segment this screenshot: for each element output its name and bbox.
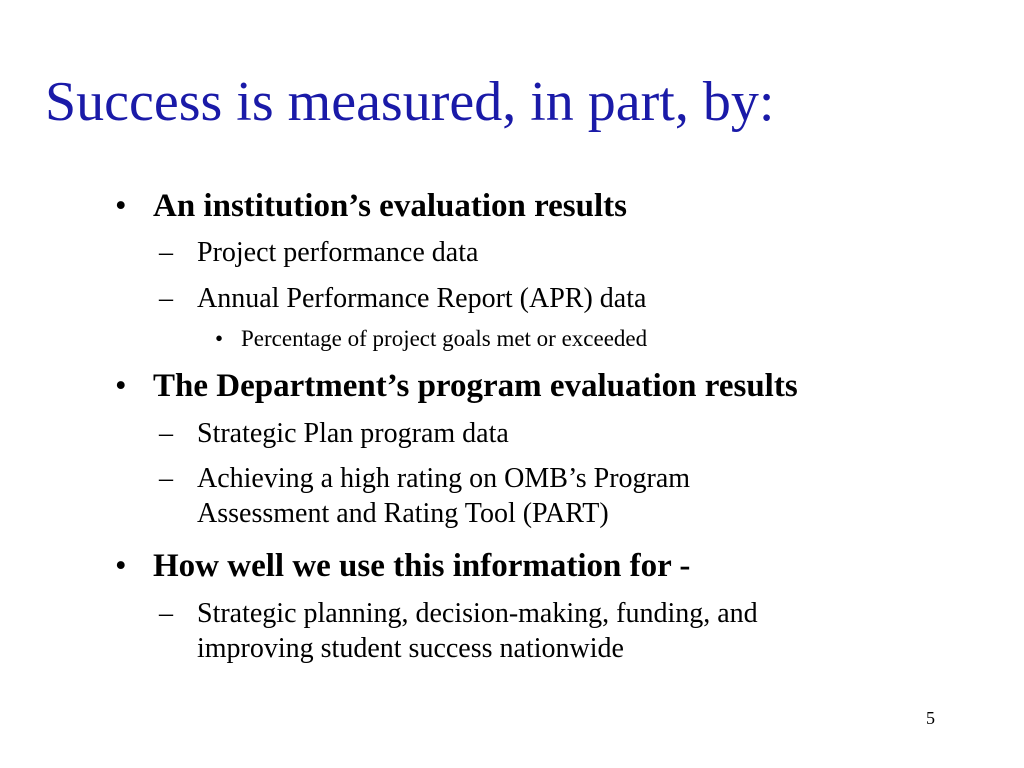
sub-item bbox=[159, 598, 758, 630]
page-number: 5 bbox=[926, 708, 935, 728]
sub-sub-item-text: Percentage of project goals met or exceeded bbox=[241, 326, 648, 351]
sub-item bbox=[159, 237, 479, 269]
bullet-mark: • bbox=[115, 368, 127, 404]
sub-item-text: Strategic Plan program data bbox=[197, 418, 509, 449]
bullet-item bbox=[115, 188, 627, 225]
bullet-item bbox=[115, 368, 798, 405]
sub-item-continuation: improving student success nationwide bbox=[197, 633, 624, 664]
slide-title: Success is measured, in part, by: bbox=[45, 71, 775, 133]
bullet-text: An institution’s evaluation results bbox=[153, 188, 627, 224]
dash-mark: – bbox=[159, 598, 173, 629]
bullet-text: How well we use this information for - bbox=[153, 548, 691, 584]
sub-item-continuation: Assessment and Rating Tool (PART) bbox=[197, 498, 609, 529]
bullet-mark: • bbox=[115, 548, 127, 584]
bullet-text: The Department’s program evaluation results bbox=[153, 368, 798, 404]
sub-sub-item bbox=[215, 326, 648, 352]
sub-item-text: Achieving a high rating on OMB’s Program bbox=[197, 463, 691, 494]
sub-item bbox=[159, 418, 509, 450]
sub-item bbox=[159, 283, 647, 315]
sub-item-text: Strategic planning, decision-making, funding, and bbox=[197, 598, 758, 629]
dash-mark: – bbox=[159, 463, 173, 494]
bullet-mark: • bbox=[115, 188, 127, 224]
sub-item-text: Annual Performance Report (APR) data bbox=[197, 283, 647, 314]
sub-item bbox=[159, 463, 691, 495]
dash-mark: – bbox=[159, 237, 173, 268]
sub-bullet-mark: • bbox=[215, 326, 224, 351]
dash-mark: – bbox=[159, 418, 173, 449]
sub-item-text: Project performance data bbox=[197, 237, 479, 268]
bullet-item bbox=[115, 548, 691, 585]
dash-mark: – bbox=[159, 283, 173, 314]
